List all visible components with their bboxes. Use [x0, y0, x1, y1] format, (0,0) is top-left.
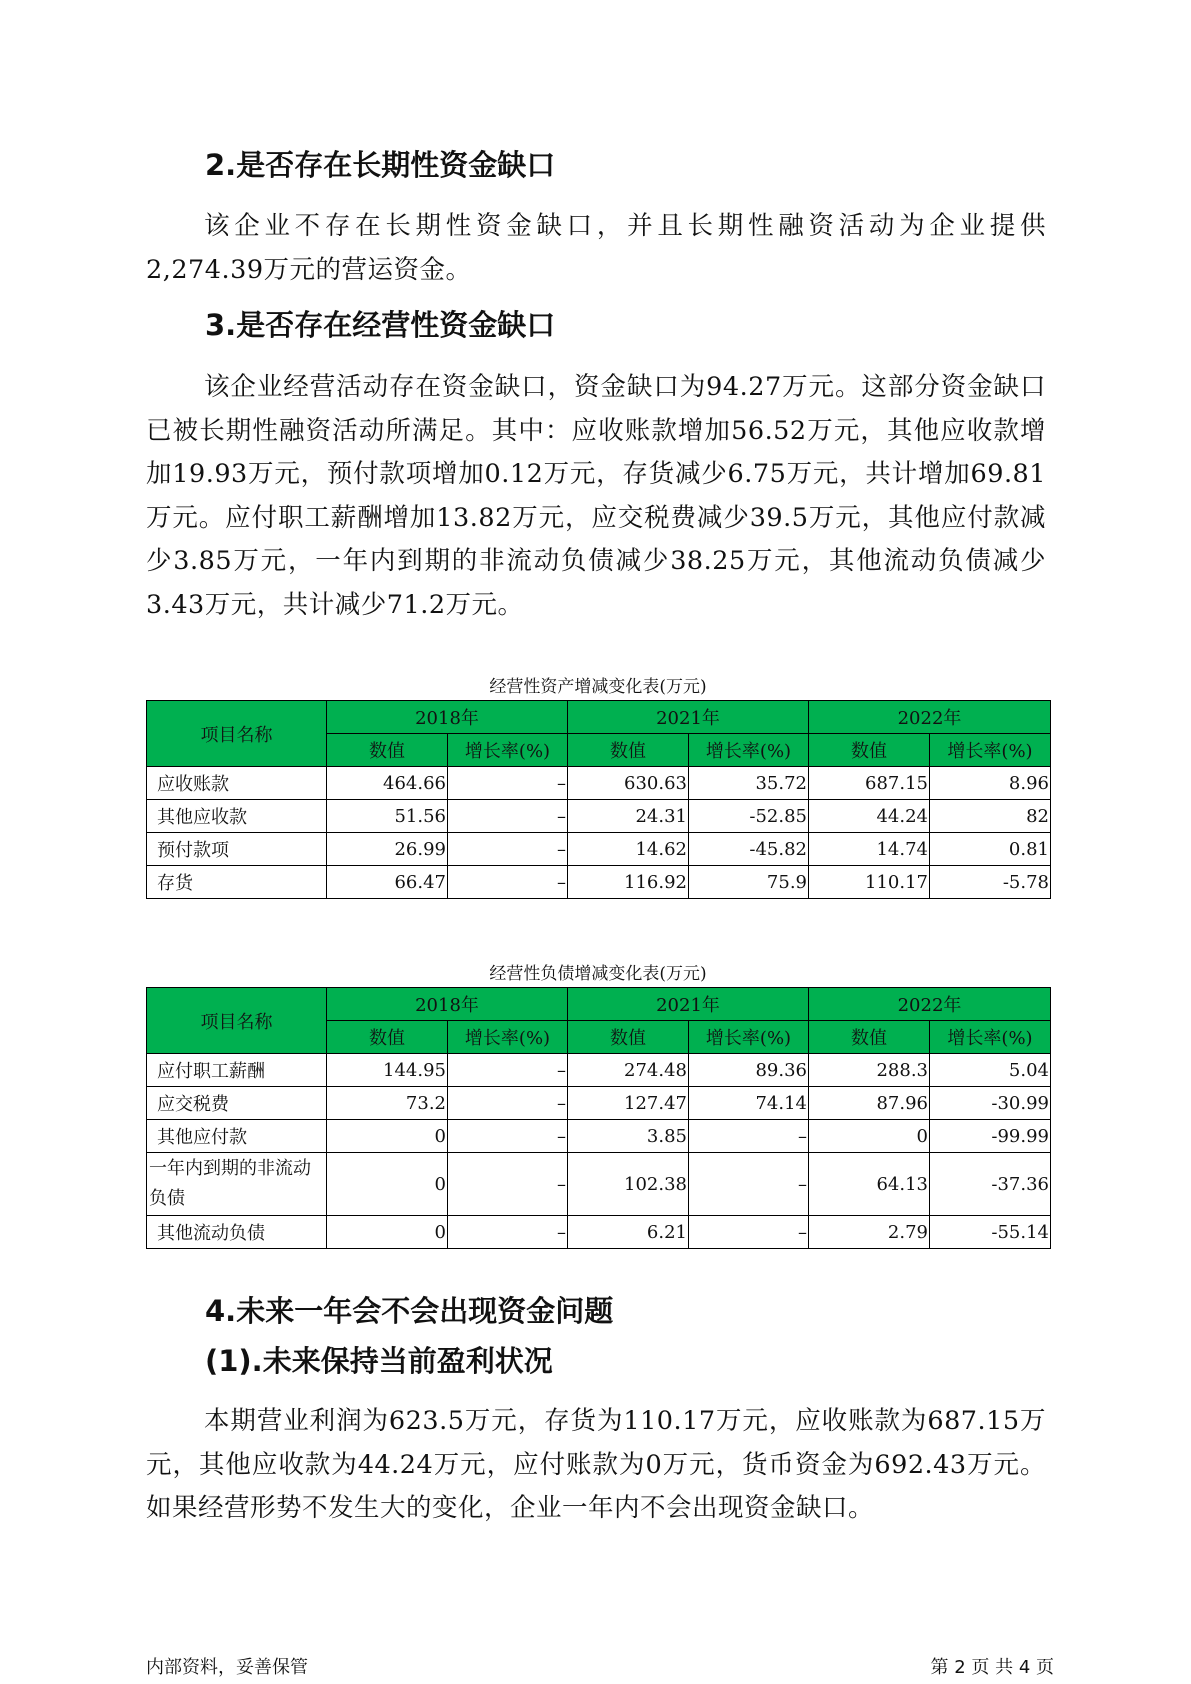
table-cell: 44.24 [809, 800, 930, 833]
section-4-paragraph: 本期营业利润为623.5万元，存货为110.17万元，应收账款为687.15万元，其他应收款为44.24万元，应付账款为0万元，货币资金为692.43万元。如果经营形势不发生大的变化，企业一年内不会出现资金缺口。 [146, 1406, 1046, 1523]
row-label: 一年内到期的非流动负债 [147, 1153, 327, 1216]
table-cell: -99.99 [930, 1120, 1051, 1153]
col-header-growth: 增长率(%) [930, 734, 1051, 767]
col-header-year: 2022年 [809, 701, 1051, 734]
table-cell: – [689, 1153, 809, 1216]
table-cell: 14.62 [568, 833, 689, 866]
row-label: 应收账款 [147, 767, 327, 800]
row-label: 预付款项 [147, 833, 327, 866]
table-cell: 3.85 [568, 1120, 689, 1153]
col-header-value: 数值 [809, 734, 930, 767]
table-cell: -45.82 [689, 833, 809, 866]
table-cell: -52.85 [689, 800, 809, 833]
table-cell: – [448, 1120, 568, 1153]
table-cell: – [448, 767, 568, 800]
row-label: 应付职工薪酬 [147, 1054, 327, 1087]
table-row [147, 800, 1051, 833]
table-cell: -5.78 [930, 866, 1051, 899]
col-header-item-name: 项目名称 [147, 988, 327, 1054]
table-cell: 89.36 [689, 1054, 809, 1087]
table-cell: 82 [930, 800, 1051, 833]
table-cell: 464.66 [327, 767, 448, 800]
col-header-item-name: 项目名称 [147, 701, 327, 767]
table-cell: – [448, 1153, 568, 1216]
table-row [147, 1153, 1051, 1216]
section-3-paragraph: 该企业经营活动存在资金缺口，资金缺口为94.27万元。这部分资金缺口已被长期性融资活动所满足。其中：应收账款增加56.52万元，其他应收款增加19.93万元，预付款项增加0.12万元，存货减少6.75万元，共计增加69.81万元。应付职工薪酬增加13.82万元，应交税费减少39.5万元，其他应付款减少3.85万元，一年内到期的非流动负债减少38.25万元，其他流动负债减少3.43万元，共计减少71.2万元。 [146, 372, 1046, 620]
table-cell: 6.21 [568, 1216, 689, 1249]
subsection-heading-1: (1).未来保持当前盈利状况 [205, 1344, 553, 1378]
liability-change-table [146, 987, 1051, 1249]
section-heading-3: 3.是否存在经营性资金缺口 [205, 308, 556, 342]
asset-table-caption: 经营性资产增减变化表(万元) [489, 677, 707, 697]
col-header-year: 2021年 [568, 988, 809, 1021]
col-header-growth: 增长率(%) [448, 734, 568, 767]
table-cell: 110.17 [809, 866, 930, 899]
table-cell: – [448, 1054, 568, 1087]
liability-table-caption: 经营性负债增减变化表(万元) [489, 964, 707, 984]
table-cell: – [448, 1216, 568, 1249]
table-cell: 14.74 [809, 833, 930, 866]
col-header-value: 数值 [327, 1021, 448, 1054]
table-cell: 35.72 [689, 767, 809, 800]
footer-confidential-note: 内部资料，妥善保管 [146, 1657, 308, 1678]
col-header-year: 2021年 [568, 701, 809, 734]
table-row [147, 1087, 1051, 1120]
table-cell: – [689, 1216, 809, 1249]
table-cell: – [448, 866, 568, 899]
table-cell: 75.9 [689, 866, 809, 899]
table-cell: 630.63 [568, 767, 689, 800]
table-cell: 0.81 [930, 833, 1051, 866]
table-cell: 274.48 [568, 1054, 689, 1087]
table-cell: 144.95 [327, 1054, 448, 1087]
table-cell: – [689, 1120, 809, 1153]
table-row [147, 767, 1051, 800]
table-cell: 66.47 [327, 866, 448, 899]
table-cell: 5.04 [930, 1054, 1051, 1087]
asset-change-table [146, 700, 1051, 899]
col-header-growth: 增长率(%) [448, 1021, 568, 1054]
table-cell: 687.15 [809, 767, 930, 800]
table-cell: 73.2 [327, 1087, 448, 1120]
table-cell: 74.14 [689, 1087, 809, 1120]
col-header-growth: 增长率(%) [930, 1021, 1051, 1054]
col-header-value: 数值 [809, 1021, 930, 1054]
table-row [147, 833, 1051, 866]
table-cell: 8.96 [930, 767, 1051, 800]
table-cell: 127.47 [568, 1087, 689, 1120]
table-cell: 26.99 [327, 833, 448, 866]
table-cell: – [448, 1087, 568, 1120]
col-header-value: 数值 [568, 1021, 689, 1054]
table-cell: 0 [327, 1120, 448, 1153]
col-header-growth: 增长率(%) [689, 734, 809, 767]
table-row [147, 1120, 1051, 1153]
table-cell: 288.3 [809, 1054, 930, 1087]
row-label: 存货 [147, 866, 327, 899]
table-cell: 0 [809, 1120, 930, 1153]
col-header-value: 数值 [327, 734, 448, 767]
table-cell: -55.14 [930, 1216, 1051, 1249]
row-label: 应交税费 [147, 1087, 327, 1120]
table-cell: 0 [327, 1216, 448, 1249]
table-cell: – [448, 833, 568, 866]
table-cell: 2.79 [809, 1216, 930, 1249]
col-header-value: 数值 [568, 734, 689, 767]
col-header-growth: 增长率(%) [689, 1021, 809, 1054]
section-2-paragraph: 该企业不存在长期性资金缺口，并且长期性融资活动为企业提供2,274.39万元的营运资金。 [146, 211, 1046, 285]
table-cell: 102.38 [568, 1153, 689, 1216]
table-cell: 116.92 [568, 866, 689, 899]
table-row [147, 866, 1051, 899]
table-cell: 87.96 [809, 1087, 930, 1120]
table-row [147, 1054, 1051, 1087]
table-cell: 51.56 [327, 800, 448, 833]
table-cell: -37.36 [930, 1153, 1051, 1216]
page-number: 第 2 页 共 4 页 [930, 1657, 1054, 1678]
table-cell: 24.31 [568, 800, 689, 833]
col-header-year: 2018年 [327, 701, 568, 734]
section-heading-4: 4.未来一年会不会出现资金问题 [205, 1294, 614, 1328]
table-cell: 0 [327, 1153, 448, 1216]
row-label: 其他应收款 [147, 800, 327, 833]
section-heading-2: 2.是否存在长期性资金缺口 [205, 148, 556, 182]
col-header-year: 2022年 [809, 988, 1051, 1021]
row-label: 其他应付款 [147, 1120, 327, 1153]
table-cell: -30.99 [930, 1087, 1051, 1120]
table-cell: – [448, 800, 568, 833]
row-label: 其他流动负债 [147, 1216, 327, 1249]
table-cell: 64.13 [809, 1153, 930, 1216]
table-row [147, 1216, 1051, 1249]
col-header-year: 2018年 [327, 988, 568, 1021]
